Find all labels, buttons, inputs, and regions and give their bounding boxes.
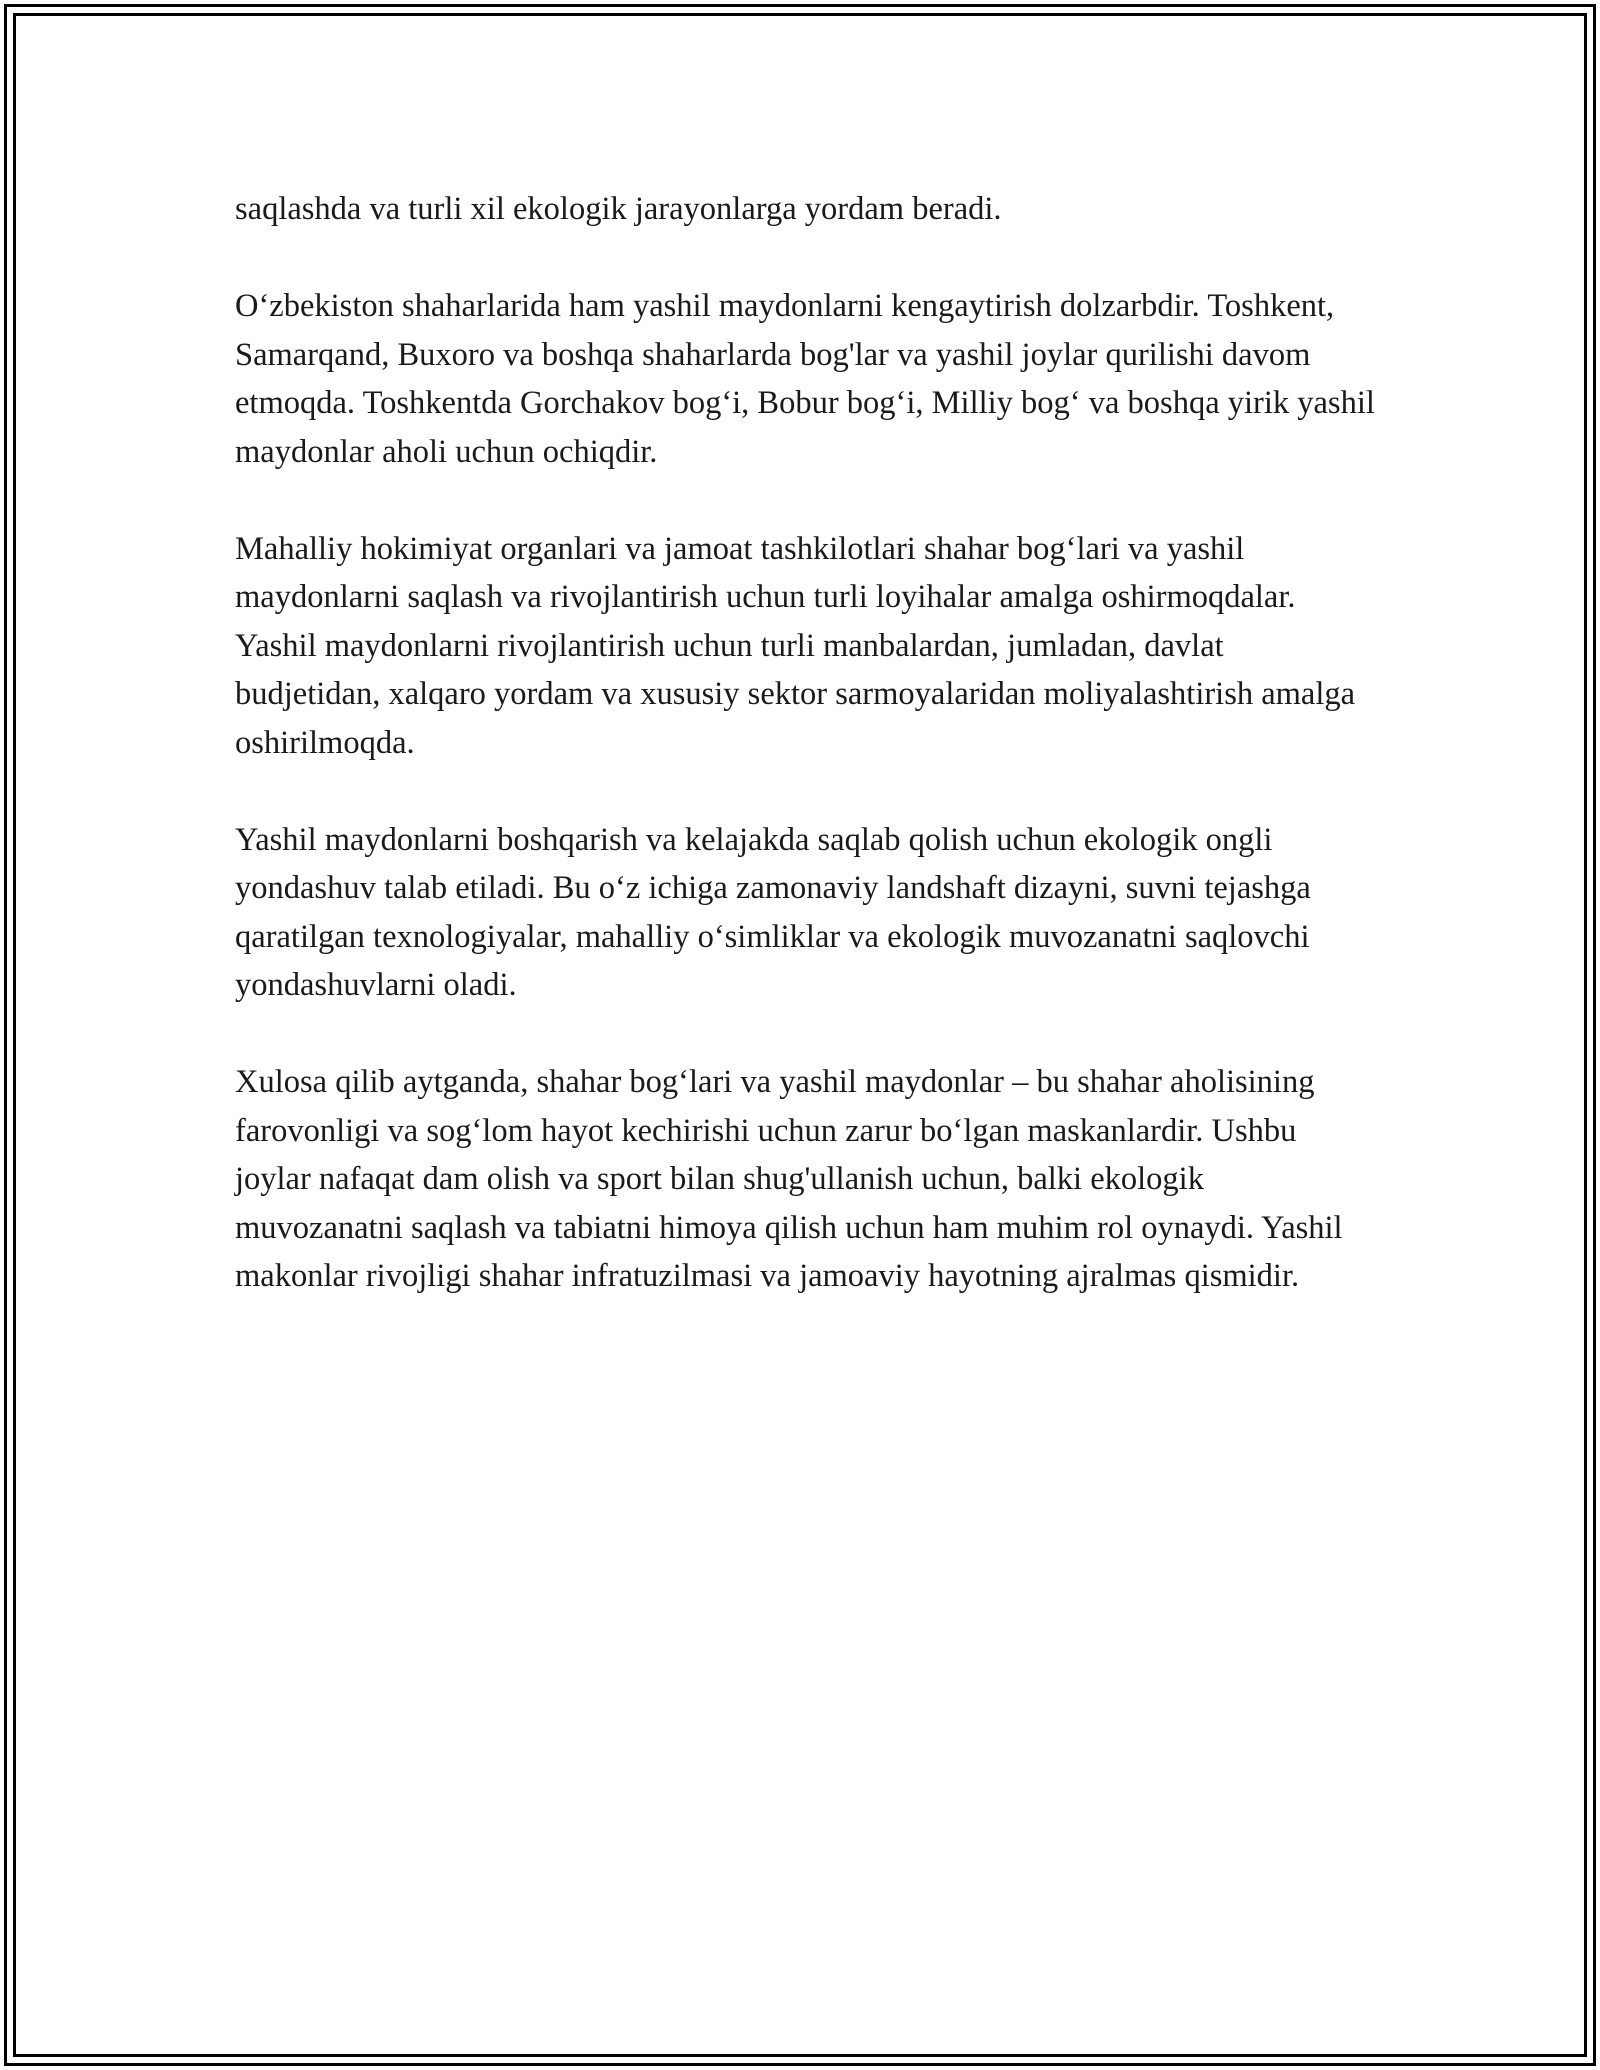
paragraph-1: saqlashda va turli xil ekologik jarayonlarga yordam beradi. (235, 191, 1002, 227)
paragraph-2: O‘zbekiston shaharlarida ham yashil maydonlarni kengaytirish dolzarbdir. Toshkent, Samarqand, Buxoro va boshqa shaharlarda bog'lar va yashil joylar qurilishi davom etmoqda. Toshkentda Gorchakov bog‘i, Bobur bog‘i, Milliy bog‘ va boshqa yirik yashil maydonlar aholi uchun ochiqdir. (235, 288, 1375, 470)
document-body (235, 185, 1375, 1349)
paragraph-4: Yashil maydonlarni boshqarish va kelajakda saqlab qolish uchun ekologik ongli yondashuv talab etiladi. Bu o‘z ichiga zamonaviy landshaft dizayni, suvni tejashga qaratilgan texnologiyalar, mahalliy o‘simliklar va ekologik muvozanatni saqlovchi yondashuvlarni oladi. (235, 821, 1311, 1003)
paragraph-5: Xulosa qilib aytganda, shahar bog‘lari va yashil maydonlar – bu shahar aholisining farovonligi va sog‘lom hayot kechirishi uchun zarur bo‘lgan maskanlardir. Ushbu joylar nafaqat dam olish va sport bilan shug'ullanish uchun, balki ekologik muvozanatni saqlash va tabiatni himoya qilish uchun ham muhim rol oynaydi. Yashil makonlar rivojligi shahar infratuzilmasi va jamoaviy hayotning ajralmas qismidir. (235, 1064, 1343, 1294)
paragraph-3: Mahalliy hokimiyat organlari va jamoat tashkilotlari shahar bog‘lari va yashil maydonlarni saqlash va rivojlantirish uchun turli loyihalar amalga oshirmoqdalar. Yashil maydonlarni rivojlantirish uchun turli manbalardan, jumladan, davlat budjetidan, xalqaro yordam va xususiy sektor sarmoyalaridan moliyalashtirish amalga oshirilmoqda. (235, 530, 1356, 761)
